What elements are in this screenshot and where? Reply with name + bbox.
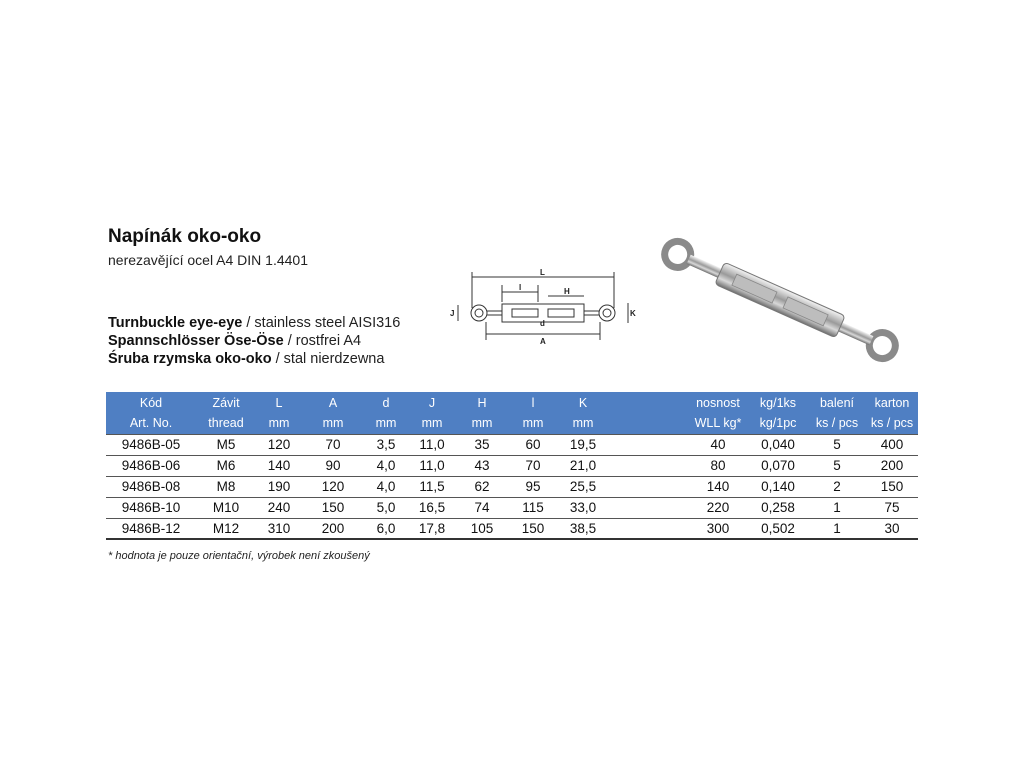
dim-label-J: J <box>450 309 455 318</box>
spec-table-header <box>106 392 918 434</box>
dim-label-d: d <box>540 319 545 328</box>
name-polish: Śruba rzymska oko-oko / stal nierdzewna <box>108 351 385 367</box>
table-row: 9486B-12 M12 310 200 6,0 17,8 105 150 38,5 300 0,502 1 30 <box>106 518 918 539</box>
table-row: 9486B-10 M10 240 150 5,0 16,5 74 115 33,0 220 0,258 1 75 <box>106 497 918 518</box>
name-english: Turnbuckle eye-eye / stainless steel AISI316 <box>108 315 401 331</box>
footnote: * hodnota je pouze orientační, výrobek není zkoušený <box>108 550 370 562</box>
table-row: 9486B-08 M8 190 120 4,0 11,5 62 95 25,5 140 0,140 2 150 <box>106 476 918 497</box>
dim-label-K: K <box>630 309 636 318</box>
spec-table-body <box>106 434 918 539</box>
dim-label-l: l <box>519 283 522 292</box>
turnbuckle-photo <box>650 232 910 368</box>
dimension-diagram <box>446 268 636 348</box>
product-names <box>108 314 400 368</box>
dim-label-H: H <box>564 287 570 296</box>
dim-label-L: L <box>540 268 545 277</box>
header-row: Kód Závit L A d J H l K nosnost kg/1ks balení karton <box>106 392 918 413</box>
name-german: Spannschlösser Öse-Öse / rostfrei A4 <box>108 333 362 349</box>
product-subtitle: nerezavějící ocel A4 DIN 1.4401 <box>108 252 309 268</box>
dim-label-A: A <box>540 337 546 346</box>
table-row: 9486B-05 M5 120 70 3,5 11,0 35 60 19,5 40 0,040 5 400 <box>106 434 918 455</box>
table-row: 9486B-06 M6 140 90 4,0 11,0 43 70 21,0 80 0,070 5 200 <box>106 455 918 476</box>
header-row: Art. No. thread mm mm mm mm mm mm mm WLL kg* kg/1pc ks / pcs ks / pcs <box>106 413 918 434</box>
spec-table <box>106 392 918 540</box>
product-title: Napínák oko-oko <box>108 226 262 247</box>
